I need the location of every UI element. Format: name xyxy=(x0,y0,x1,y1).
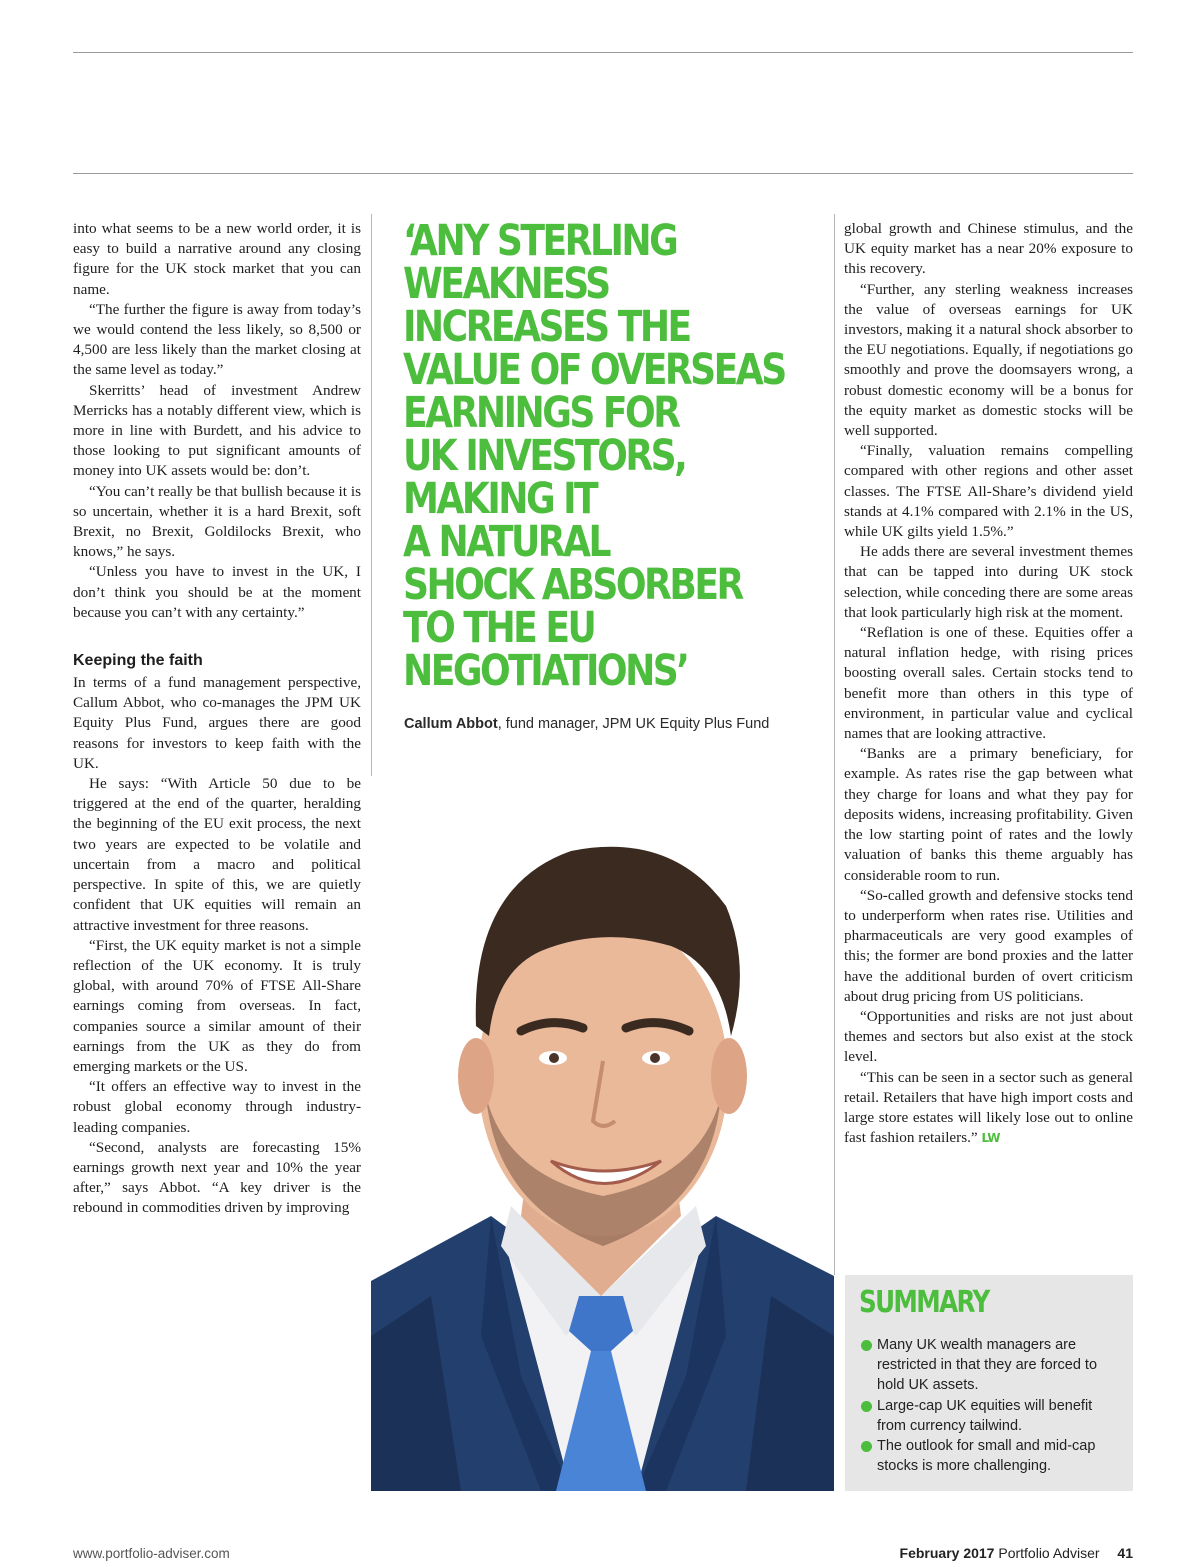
pull-quote-line: A NATURAL xyxy=(403,517,609,567)
bullet-icon xyxy=(861,1441,872,1452)
pull-quote-line: WEAKNESS xyxy=(403,259,609,309)
header-rule xyxy=(73,173,1133,174)
paragraph: global growth and Chinese stimulus, and the UK equity market has a near 20% exposure to this recovery. xyxy=(844,220,1133,278)
summary-box xyxy=(845,1275,1133,1491)
summary-item xyxy=(861,1335,1123,1396)
quote-author-role: , fund manager, JPM UK Equity Plus Fund xyxy=(497,716,770,732)
top-rule xyxy=(73,52,1133,53)
paragraph: He adds there are several investment themes that can be tapped into during UK stock selection, while conceding there are some areas that look particularly high risk at the moment. xyxy=(844,543,1133,621)
article-column-3 xyxy=(844,219,1133,1148)
paragraph: He says: “With Article 50 due to be triggered at the end of the quarter, heralding the beginning of the EU exit process, the next two years are expected to be volatile and uncertain from a macro and political perspective. In spite of this, we are quietly confident that UK equities will remain an attractive investment for three reasons. xyxy=(73,775,361,934)
pull-quote-line: UK INVESTORS, xyxy=(403,431,686,481)
portrait-photo xyxy=(371,776,834,1491)
section-heading: Keeping the faith xyxy=(73,652,203,670)
pull-quote-line: EARNINGS FOR xyxy=(403,388,679,438)
footer-date: February 2017 xyxy=(899,1545,995,1561)
pull-quote-line: VALUE OF OVERSEAS xyxy=(403,345,785,395)
paragraph: into what seems to be a new world order, it is easy to build a narrative around any closing figure for the UK stock market that you can name. xyxy=(73,220,361,298)
paragraph: “Opportunities and risks are not just about themes and sectors but also exist at the stock level. xyxy=(844,1007,1133,1066)
paragraph: In terms of a fund management perspective, Callum Abbot, who co-manages the JPM UK Equity Plus Fund, argues there are good reasons for investors to keep faith with the UK. xyxy=(73,674,361,772)
summary-item-text: The outlook for small and mid-cap stocks is more challenging. xyxy=(877,1438,1096,1475)
paragraph: “The further the figure is away from today’s we would contend the less likely, so 8,500 or 4,500 are less likely than the market closing at the same level as today.” xyxy=(73,300,361,379)
footer-publication: Portfolio Adviser xyxy=(998,1545,1100,1561)
summary-item xyxy=(861,1396,1123,1436)
pull-quote-line: NEGOTIATIONS’ xyxy=(403,646,688,696)
summary-item-text: Large-cap UK equities will benefit from currency tailwind. xyxy=(877,1397,1093,1434)
paragraph: “Further, any sterling weakness increases the value of overseas earnings for UK investors, making it a natural shock absorber to the EU negotiations. Equally, if negotiations go smoothly and prove the doomsayers wrong, a robust domestic economy will be a bonus for the equity market as domestic stocks will be well supported. xyxy=(844,280,1133,440)
article-column-1 xyxy=(73,219,361,1219)
summary-item xyxy=(861,1436,1123,1476)
portrait-illustration xyxy=(371,776,834,1491)
pull-quote-line: ‘ANY STERLING xyxy=(403,216,677,266)
page-number: 41 xyxy=(1117,1545,1133,1561)
bullet-icon xyxy=(861,1401,872,1412)
quote-attribution xyxy=(404,716,769,732)
footer-url: www.portfolio-adviser.com xyxy=(73,1546,230,1561)
paragraph: “Second, analysts are forecasting 15% earnings growth next year and 10% the year after,” says Abbot. “A key driver is the rebound in commodities driven by improving xyxy=(73,1138,361,1217)
paragraph-text: “This can be seen in a sector such as general retail. Retailers that have high import costs and large store estates will likely lose out to online fast fashion retailers.” xyxy=(844,1068,1133,1147)
paragraph: “Reflation is one of these. Equities offer a natural inflation hedge, with rising prices boosting overall sales. Certain stocks tend to benefit more than others in this type of environment, in particular value and cyclical names that are looking attractive. xyxy=(844,624,1133,743)
pull-quote-line: TO THE EU xyxy=(403,603,595,653)
pull-quote-line: INCREASES THE xyxy=(403,302,690,352)
summary-item-text: Many UK wealth managers are restricted in that they are forced to hold UK assets. xyxy=(877,1337,1098,1394)
paragraph: “You can’t really be that bullish because it is so uncertain, whether it is a hard Brexit, soft Brexit, no Brexit, Goldilocks Brexit, who knows,” he says. xyxy=(73,482,361,561)
pull-quote-line: MAKING IT xyxy=(403,474,597,524)
author-initials: LW xyxy=(981,1131,1000,1146)
paragraph: “First, the UK equity market is not a simple reflection of the UK economy. It is truly global, with around 70% of FTSE All-Share earnings coming from overseas. In fact, companies source a similar amount of their earnings from the UK as they do from emerging markets or the US. xyxy=(73,936,361,1075)
pull-quote-line: SHOCK ABSORBER xyxy=(403,560,742,610)
footer-info xyxy=(900,1545,1133,1561)
summary-list xyxy=(861,1335,1123,1476)
paragraph: “It offers an effective way to invest in the robust global economy through industry-leading companies. xyxy=(73,1078,361,1136)
paragraph: “Unless you have to invest in the UK, I don’t think you should be at the moment because you can’t with any certainty.” xyxy=(73,563,361,621)
paragraph: “Banks are a primary beneficiary, for example. As rates rise the gap between what they charge for loans and what they pay for deposits widens, increasing profitability. Given the low starting point of rates and the lowly valuation of banks this theme arguably has considerable room to run. xyxy=(844,745,1133,884)
paragraph xyxy=(844,1068,1133,1149)
pull-quote xyxy=(403,216,785,696)
paragraph: “Finally, valuation remains compelling compared with other regions and other asset classes. The FTSE All-Share’s dividend yield stands at 4.1% compared with 2.1% in the US, while UK gilts yield 1.5%.” xyxy=(844,442,1133,541)
bullet-icon xyxy=(861,1340,872,1351)
paragraph: Skerritts’ head of investment Andrew Merricks has a notably different view, which is more in line with Burdett, and his advice to those looking to put significant amounts of money into UK assets would be: don’t. xyxy=(73,381,361,480)
quote-author: Callum Abbot xyxy=(404,716,498,732)
summary-title: SUMMARY xyxy=(859,1285,989,1320)
paragraph: “So-called growth and defensive stocks tend to underperform when rates rise. Utilities and pharmaceuticals are very good examples of this; the former are bond proxies and the latter have the additional burden of overt criticism about drug pricing from US politicians. xyxy=(844,886,1133,1005)
column-divider-right xyxy=(834,214,835,1275)
